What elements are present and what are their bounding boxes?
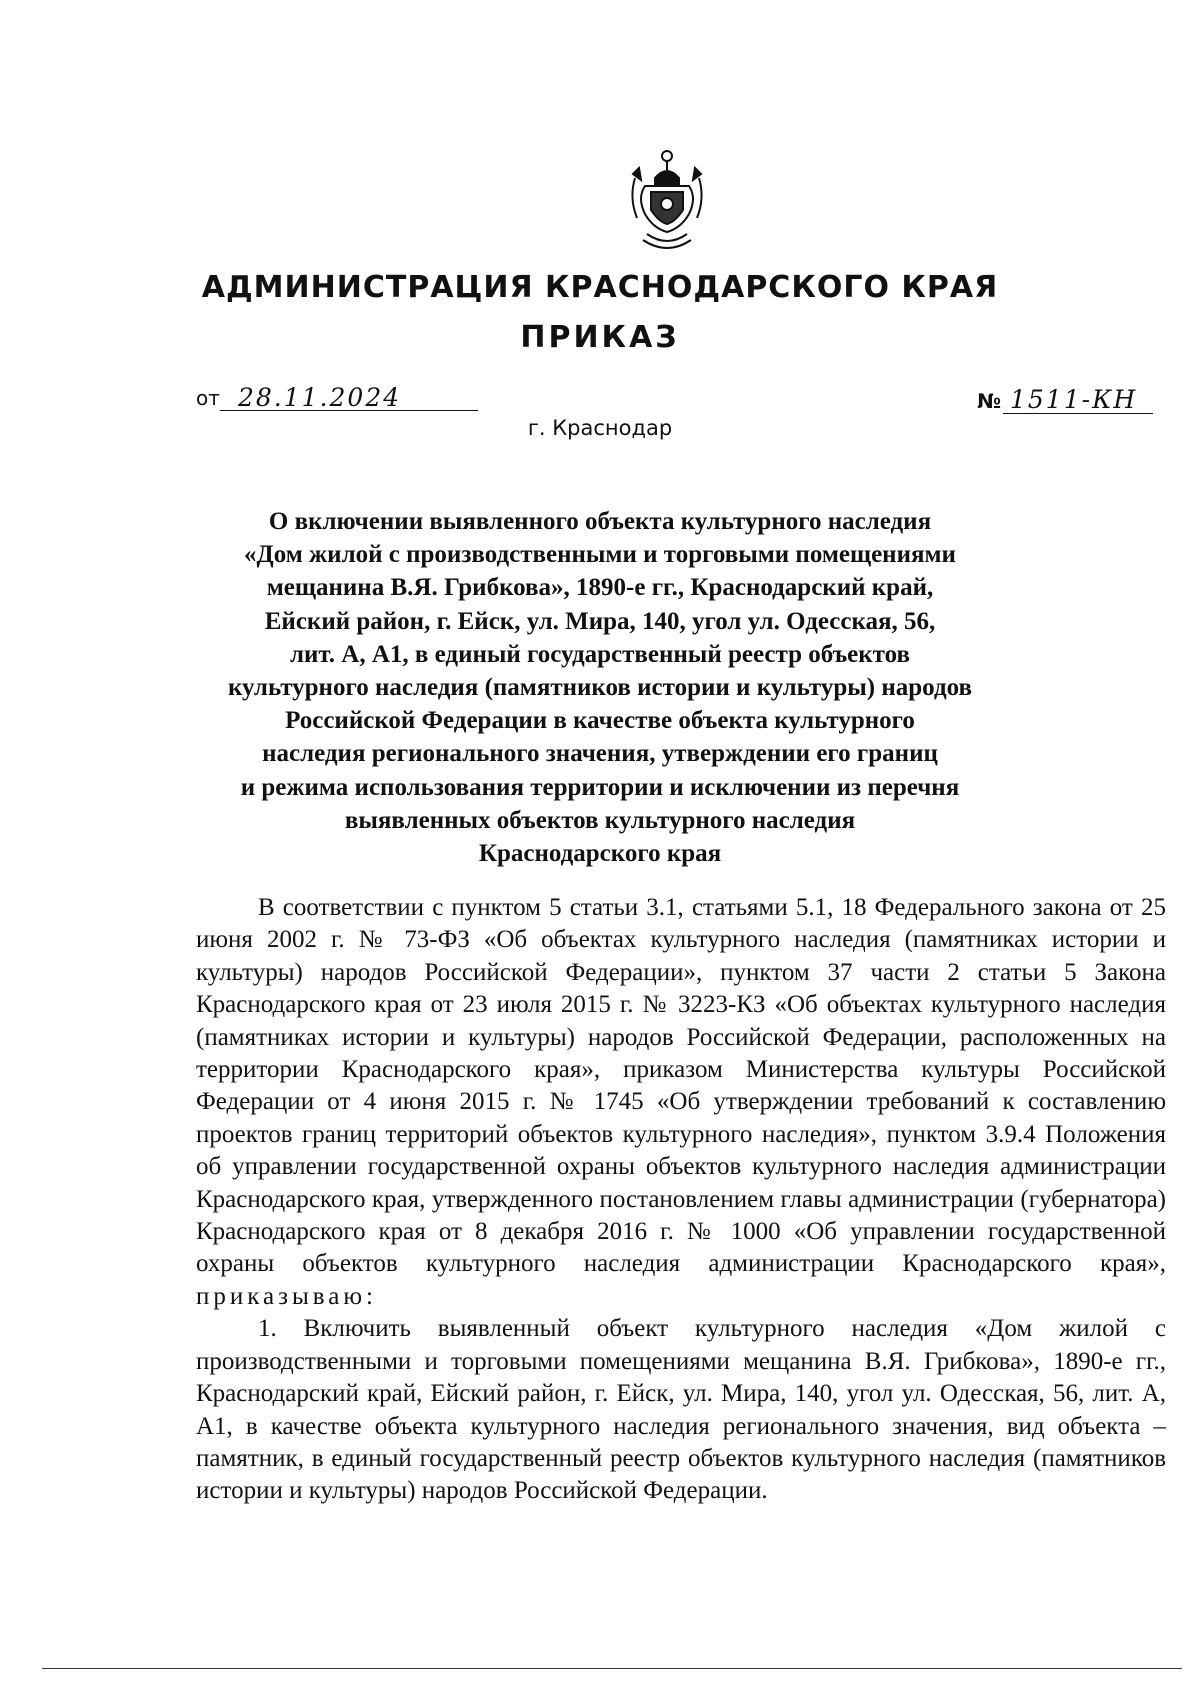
title-line: лит. А, А1, в единый государственный реестр объектов	[289, 640, 911, 668]
title-line: Краснодарского края	[478, 840, 722, 868]
organization-name: АДМИНИСТРАЦИЯ КРАСНОДАРСКОГО КРАЯ	[201, 270, 999, 305]
city-name: г. Краснодар	[527, 416, 673, 440]
date-underline	[220, 410, 478, 411]
title-line: и режима использования территории и исключении из перечня	[240, 773, 960, 801]
order-title	[150, 505, 1050, 870]
footer-divider	[42, 1668, 1182, 1669]
title-line: наследия регионального значения, утверждении его границ	[262, 740, 938, 768]
document-type: ПРИКАЗ	[520, 320, 680, 355]
title-line: «Дом жилой с производственными и торговыми помещениями	[244, 541, 956, 569]
title-line: Ейский район, г. Ейск, ул. Мира, 140, угол ул. Одесская, 56,	[264, 607, 936, 635]
preamble-paragraph	[196, 892, 1166, 1313]
order-word: приказываю:	[196, 1282, 377, 1310]
date-label: от	[196, 386, 220, 410]
title-line: мещанина В.Я. Грибкова», 1890-е гг., Краснодарский край,	[266, 574, 934, 602]
order-body	[196, 892, 1166, 1508]
item-1-paragraph: 1. Включить выявленный объект культурного наследия «Дом жилой с производственными и торговыми помещениями мещанина В.Я. Грибкова», 1890-е гг., Краснодарский край, Ейский район, г. Ейск, ул. Мира, 140, угол ул. Одесская, 56, лит. А, А1, в качестве объекта культурного наследия регионального значения, вид объекта – памятник, в единый государственный реестр объектов культурного наследия (памятников истории и культуры) народов Российской Федерации.	[196, 1315, 1166, 1505]
number-underline	[1003, 413, 1153, 414]
number-label: №	[977, 389, 1002, 413]
title-line: культурного наследия (памятников истории и культуры) народов	[227, 674, 972, 702]
coat-of-arms-icon	[627, 148, 707, 252]
handwritten-date: 28.11.2024	[238, 383, 402, 412]
title-line: Российской Федерации в качестве объекта культурного	[285, 707, 915, 735]
handwritten-number: 1511-КН	[1010, 385, 1138, 414]
title-line: О включении выявленного объекта культурного наследия	[268, 508, 932, 535]
title-line: выявленных объектов культурного наследия	[344, 806, 856, 834]
preamble-text: В соответствии с пунктом 5 статьи 3.1, статьями 5.1, 18 Федерального закона от 25 июня 2002 г. № 73-ФЗ «Об объектах культурного наследия (памятниках истории и культуры) народов Российской Федерации», пунктом 37 части 2 статьи 5 Закона Краснодарского края от 23 июля 2015 г. № 3223-КЗ «Об объектах культурного наследия (памятниках истории и культуры) народов Российской Федерации, расположенных на территории Краснодарского края», приказом Министерства культуры Российской Федерации от 4 июня 2015 г. № 1745 «Об утверждении требований к составлению проектов границ территорий объектов культурного наследия», пунктом 3.9.4 Положения об управлении государственной охраны объектов культурного наследия администрации Краснодарского края, утвержденного постановлением главы администрации (губернатора) Краснодарского края от 8 декабря 2016 г. № 1000 «Об управлении государственной охраны объектов культурного наследия администрации Краснодарского края»,	[196, 894, 1166, 1278]
